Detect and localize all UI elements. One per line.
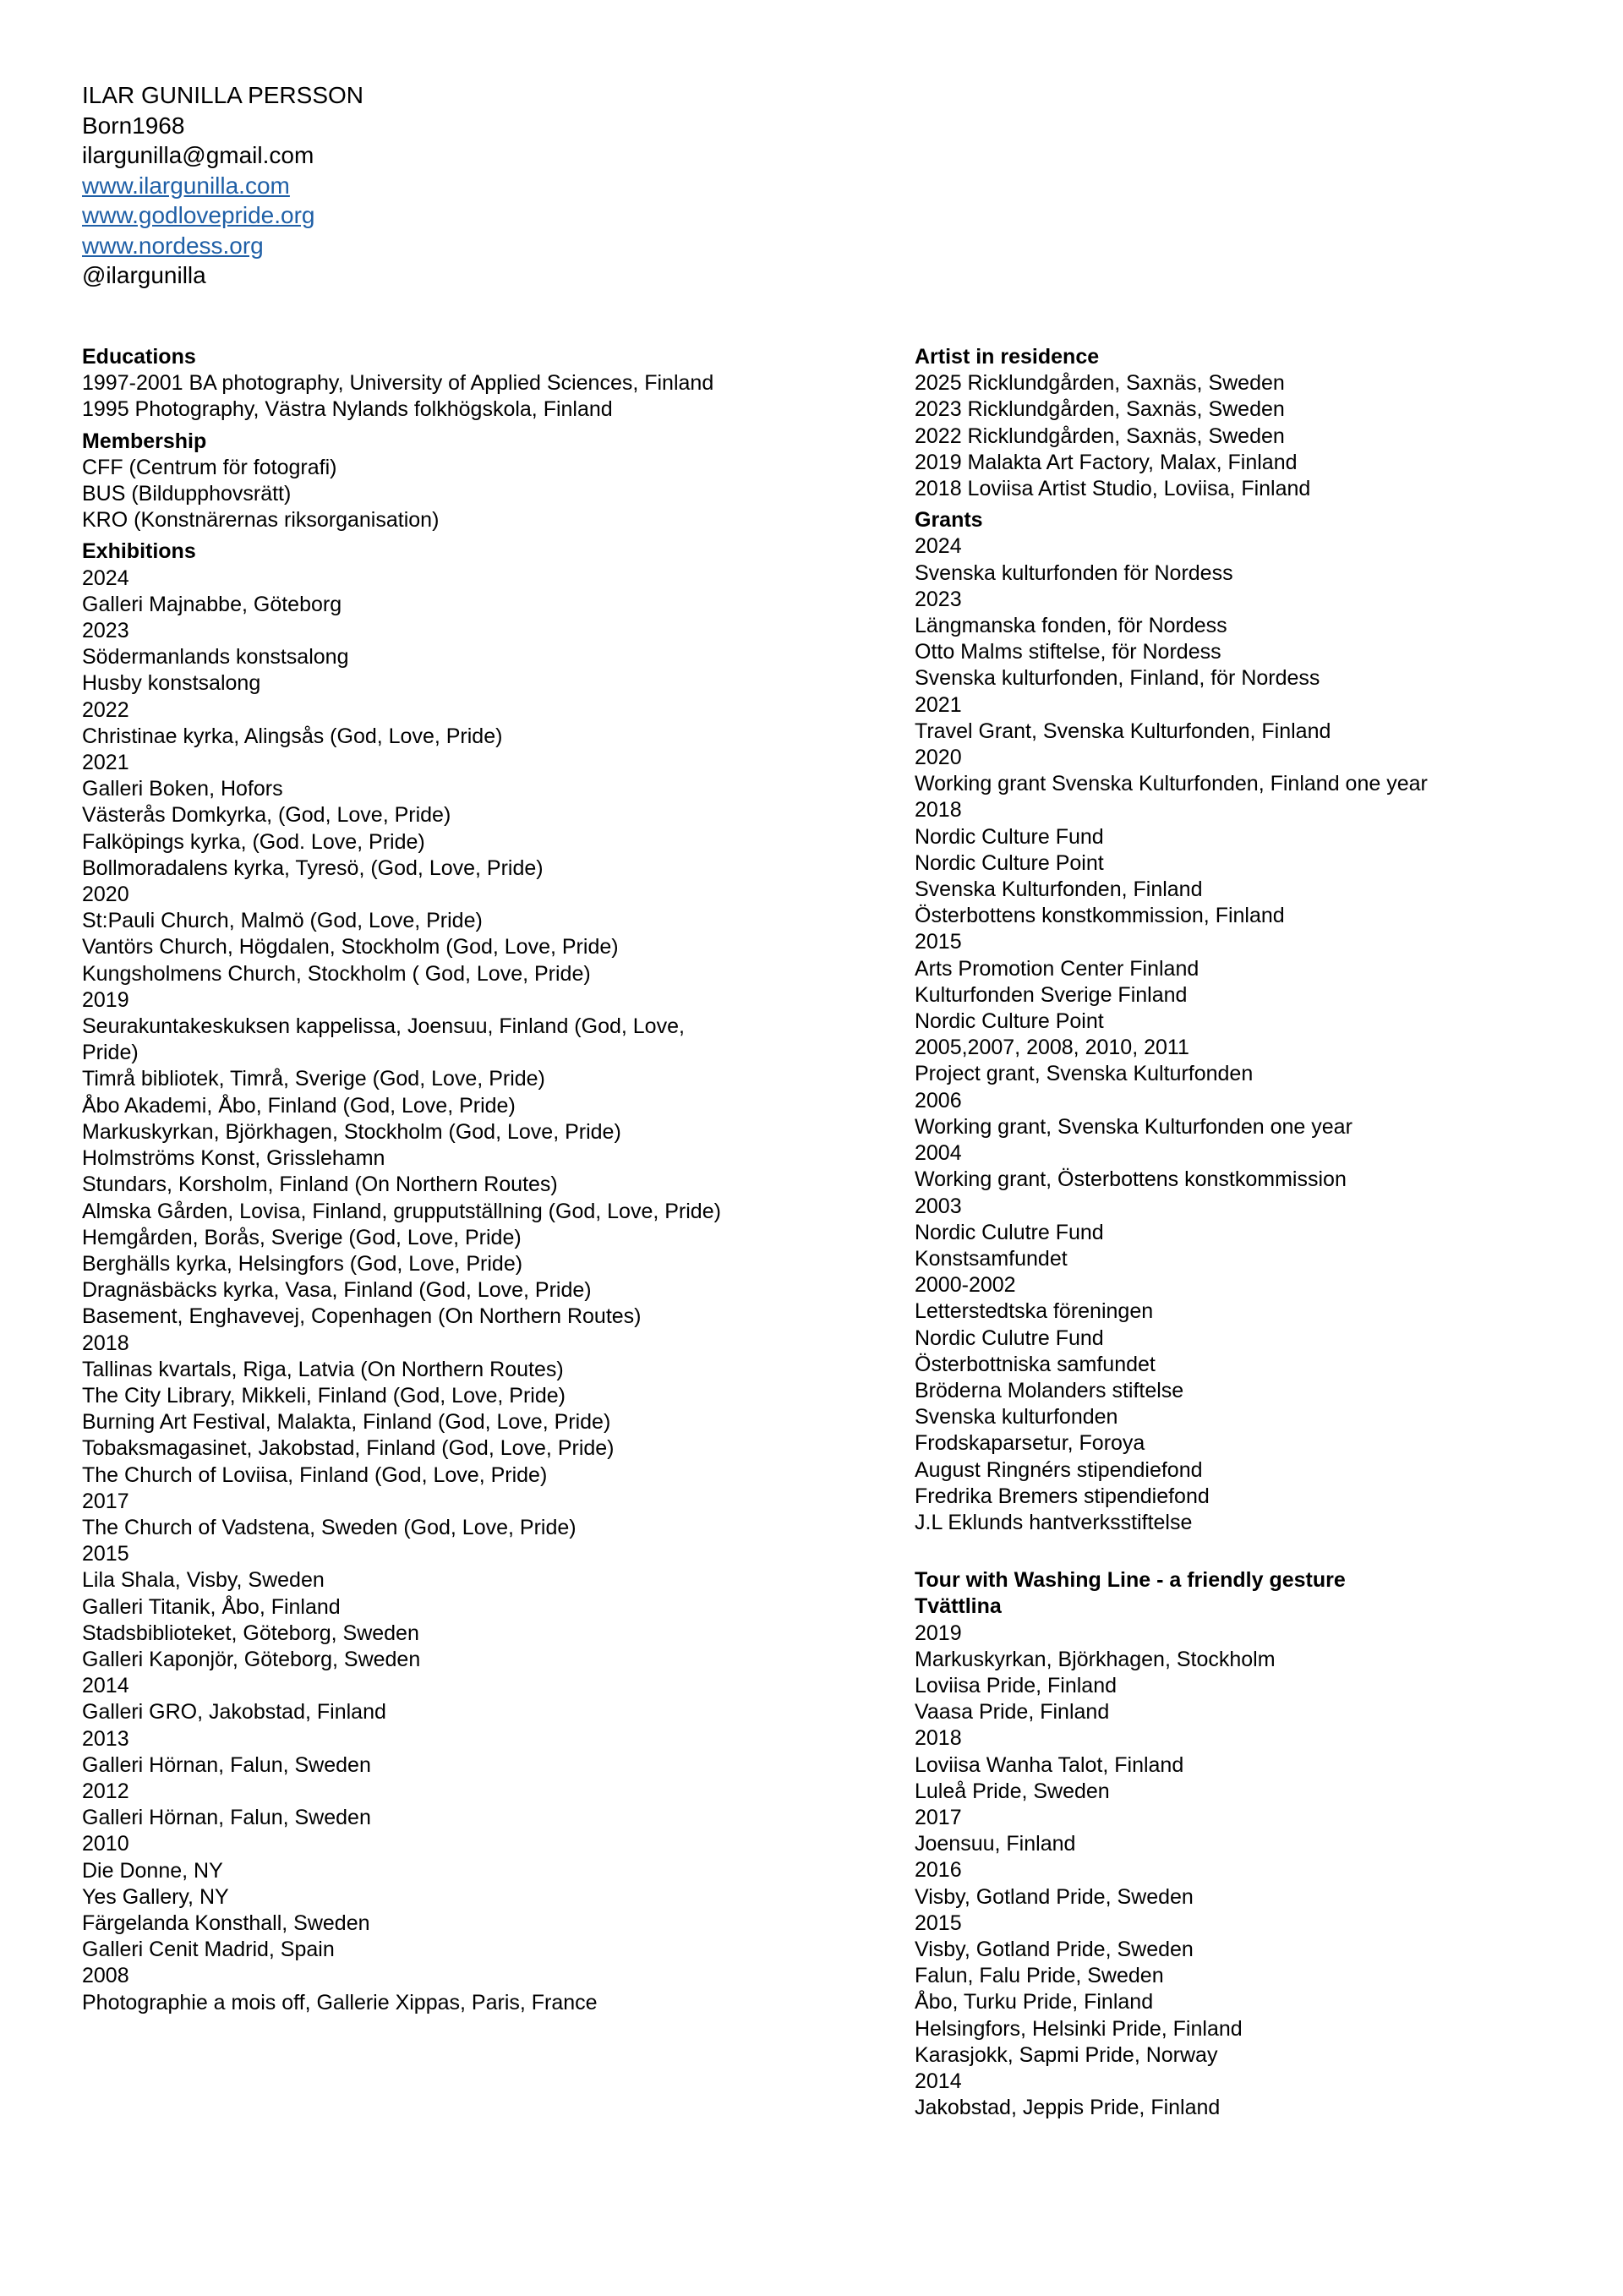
list-item: 2021 bbox=[915, 692, 962, 717]
list-item: Åbo, Turku Pride, Finland bbox=[915, 1990, 1154, 2014]
email: ilargunilla@gmail.com bbox=[82, 142, 314, 168]
list-item: 2018 Loviisa Artist Studio, Loviisa, Finland bbox=[915, 477, 1311, 501]
list-item: Färgelanda Konsthall, Sweden bbox=[82, 1911, 370, 1935]
list-item: J.L Eklunds hantverksstiftelse bbox=[915, 1510, 1193, 1534]
list-item: Falköpings kyrka, (God. Love, Pride) bbox=[82, 829, 425, 854]
list-item: Tallinas kvartals, Riga, Latvia (On Northern Routes) bbox=[82, 1357, 564, 1381]
list-item: CFF (Centrum för fotografi) bbox=[82, 455, 337, 479]
list-item: Timrå bibliotek, Timrå, Sverige (God, Love, Pride) bbox=[82, 1067, 545, 1091]
social-handle: @ilargunilla bbox=[82, 262, 206, 288]
list-item: Stundars, Korsholm, Finland (On Northern Routes) bbox=[82, 1173, 558, 1197]
list-item: Markuskyrkan, Björkhagen, Stockholm bbox=[915, 1647, 1276, 1671]
section-heading: Grants bbox=[915, 508, 983, 533]
section-heading: Educations bbox=[82, 345, 196, 369]
list-item: 2005,2007, 2008, 2010, 2011 bbox=[915, 1036, 1189, 1060]
list-item: 2015 bbox=[915, 1911, 962, 1935]
list-item: Helsingfors, Helsinki Pride, Finland bbox=[915, 2016, 1243, 2041]
list-item: Galleri Titanik, Åbo, Finland bbox=[82, 1594, 341, 1619]
list-item: Svenska kulturfonden för Nordess bbox=[915, 560, 1233, 585]
list-item: 2021 bbox=[82, 751, 129, 775]
list-item: Dragnäsbäcks kyrka, Vasa, Finland (God, Love, Pride) bbox=[82, 1278, 592, 1303]
birth-year: Born1968 bbox=[82, 112, 185, 139]
list-item: The City Library, Mikkeli, Finland (God, Love, Pride) bbox=[82, 1383, 566, 1408]
list-item: Galleri Hörnan, Falun, Sweden bbox=[82, 1752, 371, 1777]
website-link[interactable]: www.ilargunilla.com bbox=[82, 172, 290, 199]
list-item: 2017 bbox=[82, 1489, 129, 1513]
list-item: Letterstedtska föreningen bbox=[915, 1299, 1154, 1324]
list-item: Loviisa Wanha Talot, Finland bbox=[915, 1752, 1184, 1777]
list-item: Photographie a mois off, Gallerie Xippas, Paris, France bbox=[82, 1990, 598, 2014]
list-item: Hemgården, Borås, Sverige (God, Love, Pride) bbox=[82, 1225, 522, 1249]
nordess-link[interactable]: www.nordess.org bbox=[82, 232, 264, 259]
list-item: 2012 bbox=[82, 1779, 129, 1803]
list-item: Österbottens konstkommission, Finland bbox=[915, 904, 1285, 928]
list-item: 2019 Malakta Art Factory, Malax, Finland bbox=[915, 450, 1298, 474]
list-item: Fredrika Bremers stipendiefond bbox=[915, 1484, 1210, 1508]
residence-section bbox=[915, 344, 1574, 502]
list-item: Lila Shala, Visby, Sweden bbox=[82, 1568, 325, 1593]
list-item: 2019 bbox=[82, 987, 129, 1012]
section-spacer bbox=[915, 1541, 1574, 1567]
list-item: Svenska kulturfonden, Finland, för Nordess bbox=[915, 666, 1320, 691]
list-item: 2008 bbox=[82, 1964, 129, 1988]
residence-list bbox=[915, 370, 1574, 502]
list-item: 2000-2002 bbox=[915, 1273, 1016, 1298]
list-item: Södermanlands konstsalong bbox=[82, 645, 349, 670]
list-item: 2020 bbox=[915, 746, 962, 770]
list-item: Nordic Culture Point bbox=[915, 850, 1104, 875]
list-item: Loviisa Pride, Finland bbox=[915, 1673, 1118, 1697]
list-item: 1995 Photography, Västra Nylands folkhögskola, Finland bbox=[82, 397, 613, 422]
list-item: 2015 bbox=[915, 930, 962, 954]
list-item: Galleri Hörnan, Falun, Sweden bbox=[82, 1806, 371, 1830]
left-column bbox=[82, 344, 758, 2021]
list-item: Nordic Culture Fund bbox=[915, 824, 1104, 849]
list-item: Stadsbiblioteket, Göteborg, Sweden bbox=[82, 1621, 419, 1645]
list-item: Kungsholmens Church, Stockholm ( God, Love, Pride) bbox=[82, 961, 591, 986]
list-item: Markuskyrkan, Björkhagen, Stockholm (God, Love, Pride) bbox=[82, 1119, 621, 1144]
list-item: Seurakuntakeskuksen kappelissa, Joensuu, Finland (God, Love, bbox=[82, 1014, 685, 1039]
list-item: 2016 bbox=[915, 1858, 962, 1883]
list-item: Working grant, Svenska Kulturfonden one year bbox=[915, 1114, 1352, 1139]
list-item: 2018 bbox=[915, 798, 962, 823]
list-item: Joensuu, Finland bbox=[915, 1832, 1076, 1856]
list-item: 2023 bbox=[82, 619, 129, 643]
section-heading: Artist in residence bbox=[915, 345, 1100, 369]
section-subheading: Tvättlina bbox=[915, 1594, 1002, 1619]
list-item: Galleri Majnabbe, Göteborg bbox=[82, 592, 342, 616]
list-item: 2023 bbox=[915, 587, 962, 611]
list-item: Nordic Culture Point bbox=[915, 1009, 1104, 1034]
list-item: Vaasa Pride, Finland bbox=[915, 1700, 1110, 1725]
list-item: Working grant, Österbottens konstkommission bbox=[915, 1167, 1347, 1192]
list-item: BUS (Bildupphovsrätt) bbox=[82, 482, 292, 506]
list-item: Project grant, Svenska Kulturfonden bbox=[915, 1062, 1254, 1086]
right-column bbox=[915, 344, 1574, 2126]
tour-section bbox=[915, 1567, 1574, 2121]
list-item: Jakobstad, Jeppis Pride, Finland bbox=[915, 2096, 1221, 2120]
list-item: Konstsamfundet bbox=[915, 1246, 1068, 1271]
list-item: Österbottniska samfundet bbox=[915, 1352, 1156, 1376]
list-item: Svenska kulturfonden bbox=[915, 1405, 1118, 1430]
list-item: Otto Malms stiftelse, för Nordess bbox=[915, 640, 1221, 664]
list-item: 2006 bbox=[915, 1088, 962, 1112]
list-item: Karasjokk, Sapmi Pride, Norway bbox=[915, 2042, 1218, 2067]
section-heading: Tour with Washing Line - a friendly gesture bbox=[915, 1568, 1346, 1593]
contact-block bbox=[82, 80, 363, 291]
grants-section bbox=[915, 507, 1574, 1536]
list-item: 2003 bbox=[915, 1194, 962, 1218]
exhibitions-section bbox=[82, 538, 758, 2015]
list-item: 2010 bbox=[82, 1832, 129, 1856]
list-item: Visby, Gotland Pride, Sweden bbox=[915, 1884, 1194, 1909]
list-item: 2014 bbox=[82, 1674, 129, 1698]
membership-list bbox=[82, 455, 758, 534]
list-item: Galleri Kaponjör, Göteborg, Sweden bbox=[82, 1647, 421, 1671]
membership-section bbox=[82, 429, 758, 534]
list-item: Pride) bbox=[82, 1041, 139, 1065]
list-item: 2004 bbox=[915, 1141, 962, 1166]
tour-list bbox=[915, 1621, 1574, 2122]
list-item: Åbo Akademi, Åbo, Finland (God, Love, Pride) bbox=[82, 1093, 516, 1118]
list-item: Working grant Svenska Kulturfonden, Finland one year bbox=[915, 772, 1428, 796]
artist-name: ILAR GUNILLA PERSSON bbox=[82, 82, 364, 108]
list-item: 2020 bbox=[82, 883, 129, 907]
list-item: Västerås Domkyrka, (God, Love, Pride) bbox=[82, 803, 451, 828]
list-item: Falun, Falu Pride, Sweden bbox=[915, 1964, 1164, 1988]
list-item: 2018 bbox=[915, 1726, 962, 1751]
list-item: 2023 Ricklundgården, Saxnäs, Sweden bbox=[915, 397, 1285, 422]
list-item: Holmströms Konst, Grisslehamn bbox=[82, 1146, 385, 1171]
list-item: Frodskaparsetur, Foroya bbox=[915, 1431, 1145, 1456]
list-item: Nordic Culutre Fund bbox=[915, 1326, 1104, 1350]
list-item: 2022 bbox=[82, 697, 129, 722]
list-item: Basement, Enghavevej, Copenhagen (On Northern Routes) bbox=[82, 1304, 642, 1329]
list-item: Nordic Culutre Fund bbox=[915, 1220, 1104, 1244]
list-item: Yes Gallery, NY bbox=[82, 1884, 229, 1909]
list-item: The Church of Vadstena, Sweden (God, Love, Pride) bbox=[82, 1515, 577, 1539]
list-item: 2019 bbox=[915, 1621, 962, 1645]
list-item: Vantörs Church, Högdalen, Stockholm (God, Love, Pride) bbox=[82, 935, 619, 959]
list-item: 1997-2001 BA photography, University of Applied Sciences, Finland bbox=[82, 371, 714, 396]
list-item: St:Pauli Church, Malmö (God, Love, Pride) bbox=[82, 909, 483, 933]
list-item: Husby konstsalong bbox=[82, 671, 261, 696]
list-item: 2013 bbox=[82, 1726, 129, 1751]
exhibitions-list bbox=[82, 566, 758, 2016]
list-item: KRO (Konstnärernas riksorganisation) bbox=[82, 508, 440, 533]
list-item: Berghälls kyrka, Helsingfors (God, Love, Pride) bbox=[82, 1251, 523, 1276]
list-item: 2024 bbox=[82, 566, 129, 590]
list-item: Galleri GRO, Jakobstad, Finland bbox=[82, 1700, 386, 1725]
list-item: 2017 bbox=[915, 1805, 962, 1829]
list-item: The Church of Loviisa, Finland (God, Love, Pride) bbox=[82, 1462, 548, 1487]
list-item: Galleri Boken, Hofors bbox=[82, 777, 283, 801]
list-item: Die Donne, NY bbox=[82, 1858, 223, 1883]
list-item: Visby, Gotland Pride, Sweden bbox=[915, 1937, 1194, 1961]
list-item: 2018 bbox=[82, 1331, 129, 1355]
list-item: Burning Art Festival, Malakta, Finland (God, Love, Pride) bbox=[82, 1410, 611, 1435]
list-item: 2025 Ricklundgården, Saxnäs, Sweden bbox=[915, 371, 1285, 396]
section-heading: Exhibitions bbox=[82, 539, 196, 564]
educations-section bbox=[82, 344, 758, 424]
list-item: 2022 Ricklundgården, Saxnäs, Sweden bbox=[915, 424, 1285, 448]
list-item: Travel Grant, Svenska Kulturfonden, Finland bbox=[915, 719, 1331, 743]
grants-list bbox=[915, 533, 1574, 1536]
list-item: Christinae kyrka, Alingsås (God, Love, Pride) bbox=[82, 724, 503, 748]
section-heading: Membership bbox=[82, 429, 207, 453]
godlovepride-link[interactable]: www.godlovepride.org bbox=[82, 202, 315, 228]
list-item: Galleri Cenit Madrid, Spain bbox=[82, 1938, 335, 1962]
list-item: 2024 bbox=[915, 534, 962, 559]
list-item: Bröderna Molanders stiftelse bbox=[915, 1378, 1184, 1402]
list-item: Bollmoradalens kyrka, Tyresö, (God, Love, Pride) bbox=[82, 856, 544, 880]
educations-list bbox=[82, 370, 758, 423]
list-item: Luleå Pride, Sweden bbox=[915, 1779, 1110, 1803]
list-item: August Ringnérs stipendiefond bbox=[915, 1457, 1203, 1482]
list-item: Längmanska fonden, för Nordess bbox=[915, 614, 1227, 638]
list-item: Almska Gården, Lovisa, Finland, grupputställning (God, Love, Pride) bbox=[82, 1199, 721, 1223]
list-item: Tobaksmagasinet, Jakobstad, Finland (God, Love, Pride) bbox=[82, 1436, 615, 1461]
list-item: Arts Promotion Center Finland bbox=[915, 956, 1199, 981]
list-item: 2014 bbox=[915, 2069, 962, 2093]
list-item: Kulturfonden Sverige Finland bbox=[915, 982, 1188, 1007]
list-item: Svenska Kulturfonden, Finland bbox=[915, 877, 1203, 902]
list-item: 2015 bbox=[82, 1542, 129, 1566]
